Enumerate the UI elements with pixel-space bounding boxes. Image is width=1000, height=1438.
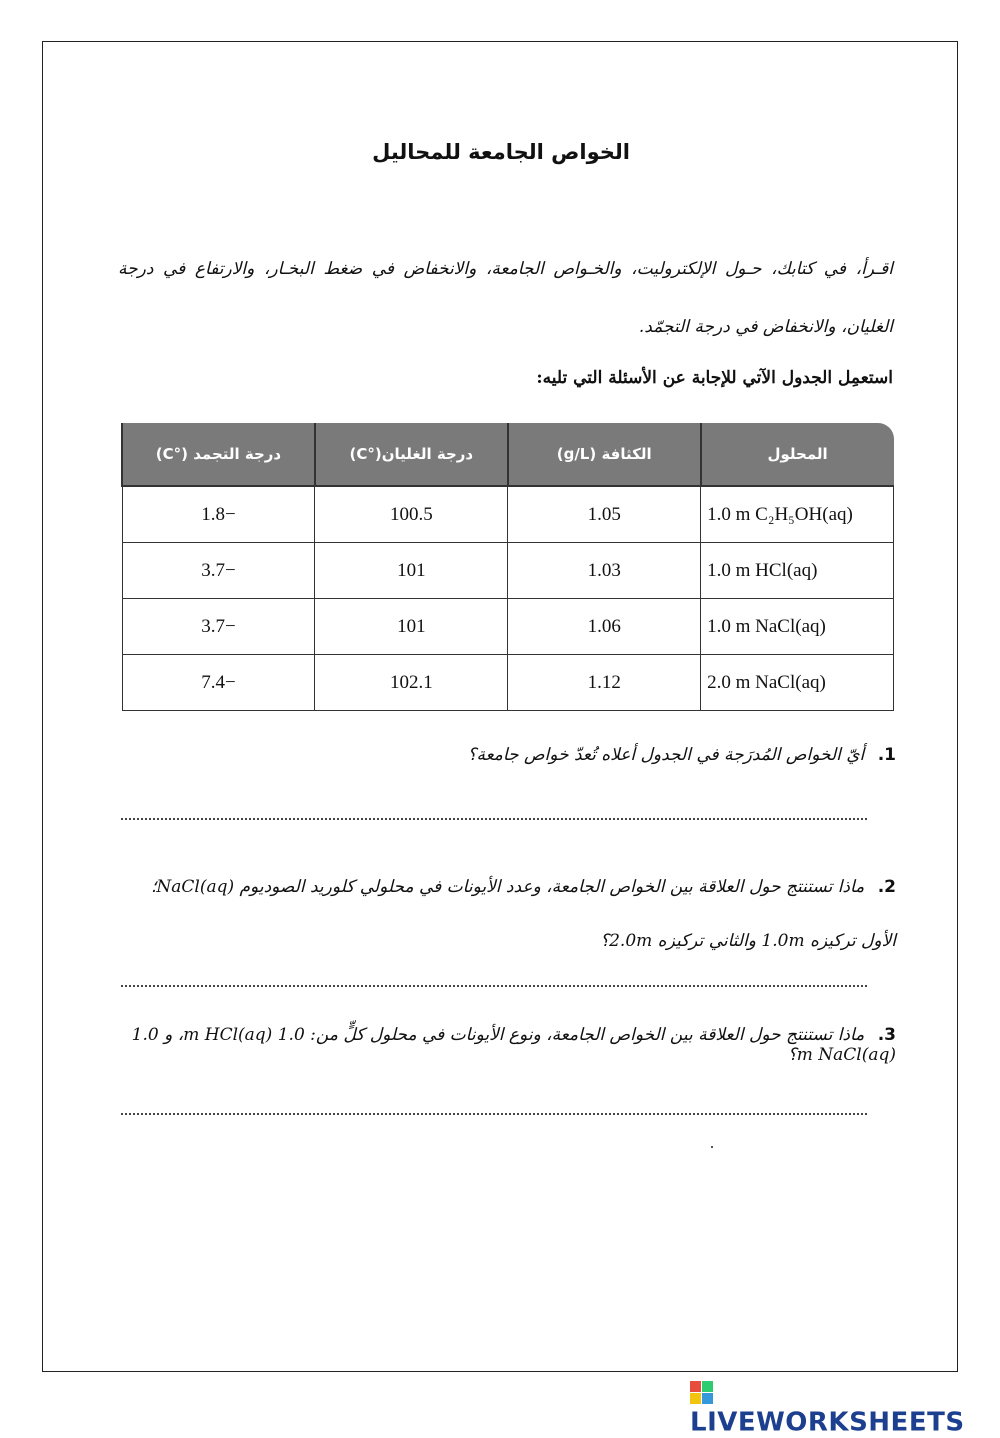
cell-boiling: 102.1 [315, 655, 508, 711]
table-instruction: استعمِل الجدول الآتي للإجابة عن الأسئلة التي تليه: [536, 368, 893, 388]
cell-freezing: −3.7 [122, 599, 315, 655]
header-density: الكثافة (g/L) [508, 423, 701, 486]
cell-freezing: −1.8 [122, 486, 315, 543]
stray-mark [711, 1146, 713, 1148]
question-number: 1. [877, 745, 896, 765]
cell-solution: 1.0 m HCl(aq) [701, 543, 894, 599]
table-row [122, 486, 894, 543]
question-text: ماذا تستنتج حول العلاقة بين الخواص الجامعة، وعدد الأيونات في محلولي كلوريد الصوديوم NaCl(aq)؛ الأول تركيزه 1.0m والثاني تركيزه 2.0m؟ [150, 877, 896, 951]
cell-boiling: 101 [315, 543, 508, 599]
question-number: 3. [877, 1025, 896, 1045]
data-table-container [121, 423, 894, 711]
header-freezing-point: درجة التجمد (°C) [122, 423, 315, 486]
liveworksheets-logo-icon [690, 1381, 714, 1405]
table-row [122, 599, 894, 655]
header-boiling-point: درجة الغليان(°C) [315, 423, 508, 486]
question-2 [118, 860, 896, 968]
answer-line-2[interactable] [121, 985, 867, 987]
cell-density: 1.12 [508, 655, 701, 711]
colligative-properties-table [121, 423, 894, 711]
brand-name: LIVEWORKSHEETS [690, 1407, 965, 1438]
answer-line-1[interactable] [121, 818, 867, 820]
cell-freezing: −3.7 [122, 543, 315, 599]
question-text: أيّ الخواص المُدرَجة في الجدول أعلاه تُعدّ خواص جامعة؟ [467, 745, 865, 765]
answer-line-3[interactable] [121, 1113, 867, 1115]
table-row [122, 543, 894, 599]
worksheet-title: الخواص الجامعة للمحاليل [372, 140, 630, 164]
cell-solution: 1.0 m NaCl(aq) [701, 599, 894, 655]
header-solution: المحلول [701, 423, 894, 486]
cell-solution: 2.0 m NaCl(aq) [701, 655, 894, 711]
footer-brand[interactable] [690, 1377, 990, 1438]
cell-density: 1.06 [508, 599, 701, 655]
cell-boiling: 100.5 [315, 486, 508, 543]
cell-freezing: −7.4 [122, 655, 315, 711]
cell-density: 1.05 [508, 486, 701, 543]
cell-density: 1.03 [508, 543, 701, 599]
question-number: 2. [877, 877, 896, 897]
cell-solution: 1.0 m C₂H₅OH(aq) [701, 486, 894, 543]
question-1 [118, 745, 896, 765]
question-text: ماذا تستنتج حول العلاقة بين الخواص الجامعة، ونوع الأيونات في محلول كلٍّ من: 1.0 m HCl(aq)، و 1.0 m NaCl(aq)؟ [131, 1025, 896, 1065]
cell-boiling: 101 [315, 599, 508, 655]
intro-paragraph: اقـرأ، في كتابك، حـول الإلكتروليت، والخـواص الجامعة، والانخفاض في ضغط البخـار، والارتفاع في درجة الغليان، والانخفاض في درجة التجمّد. [118, 259, 893, 337]
question-3 [118, 1025, 896, 1065]
table-header-row [122, 423, 894, 486]
table-row [122, 655, 894, 711]
